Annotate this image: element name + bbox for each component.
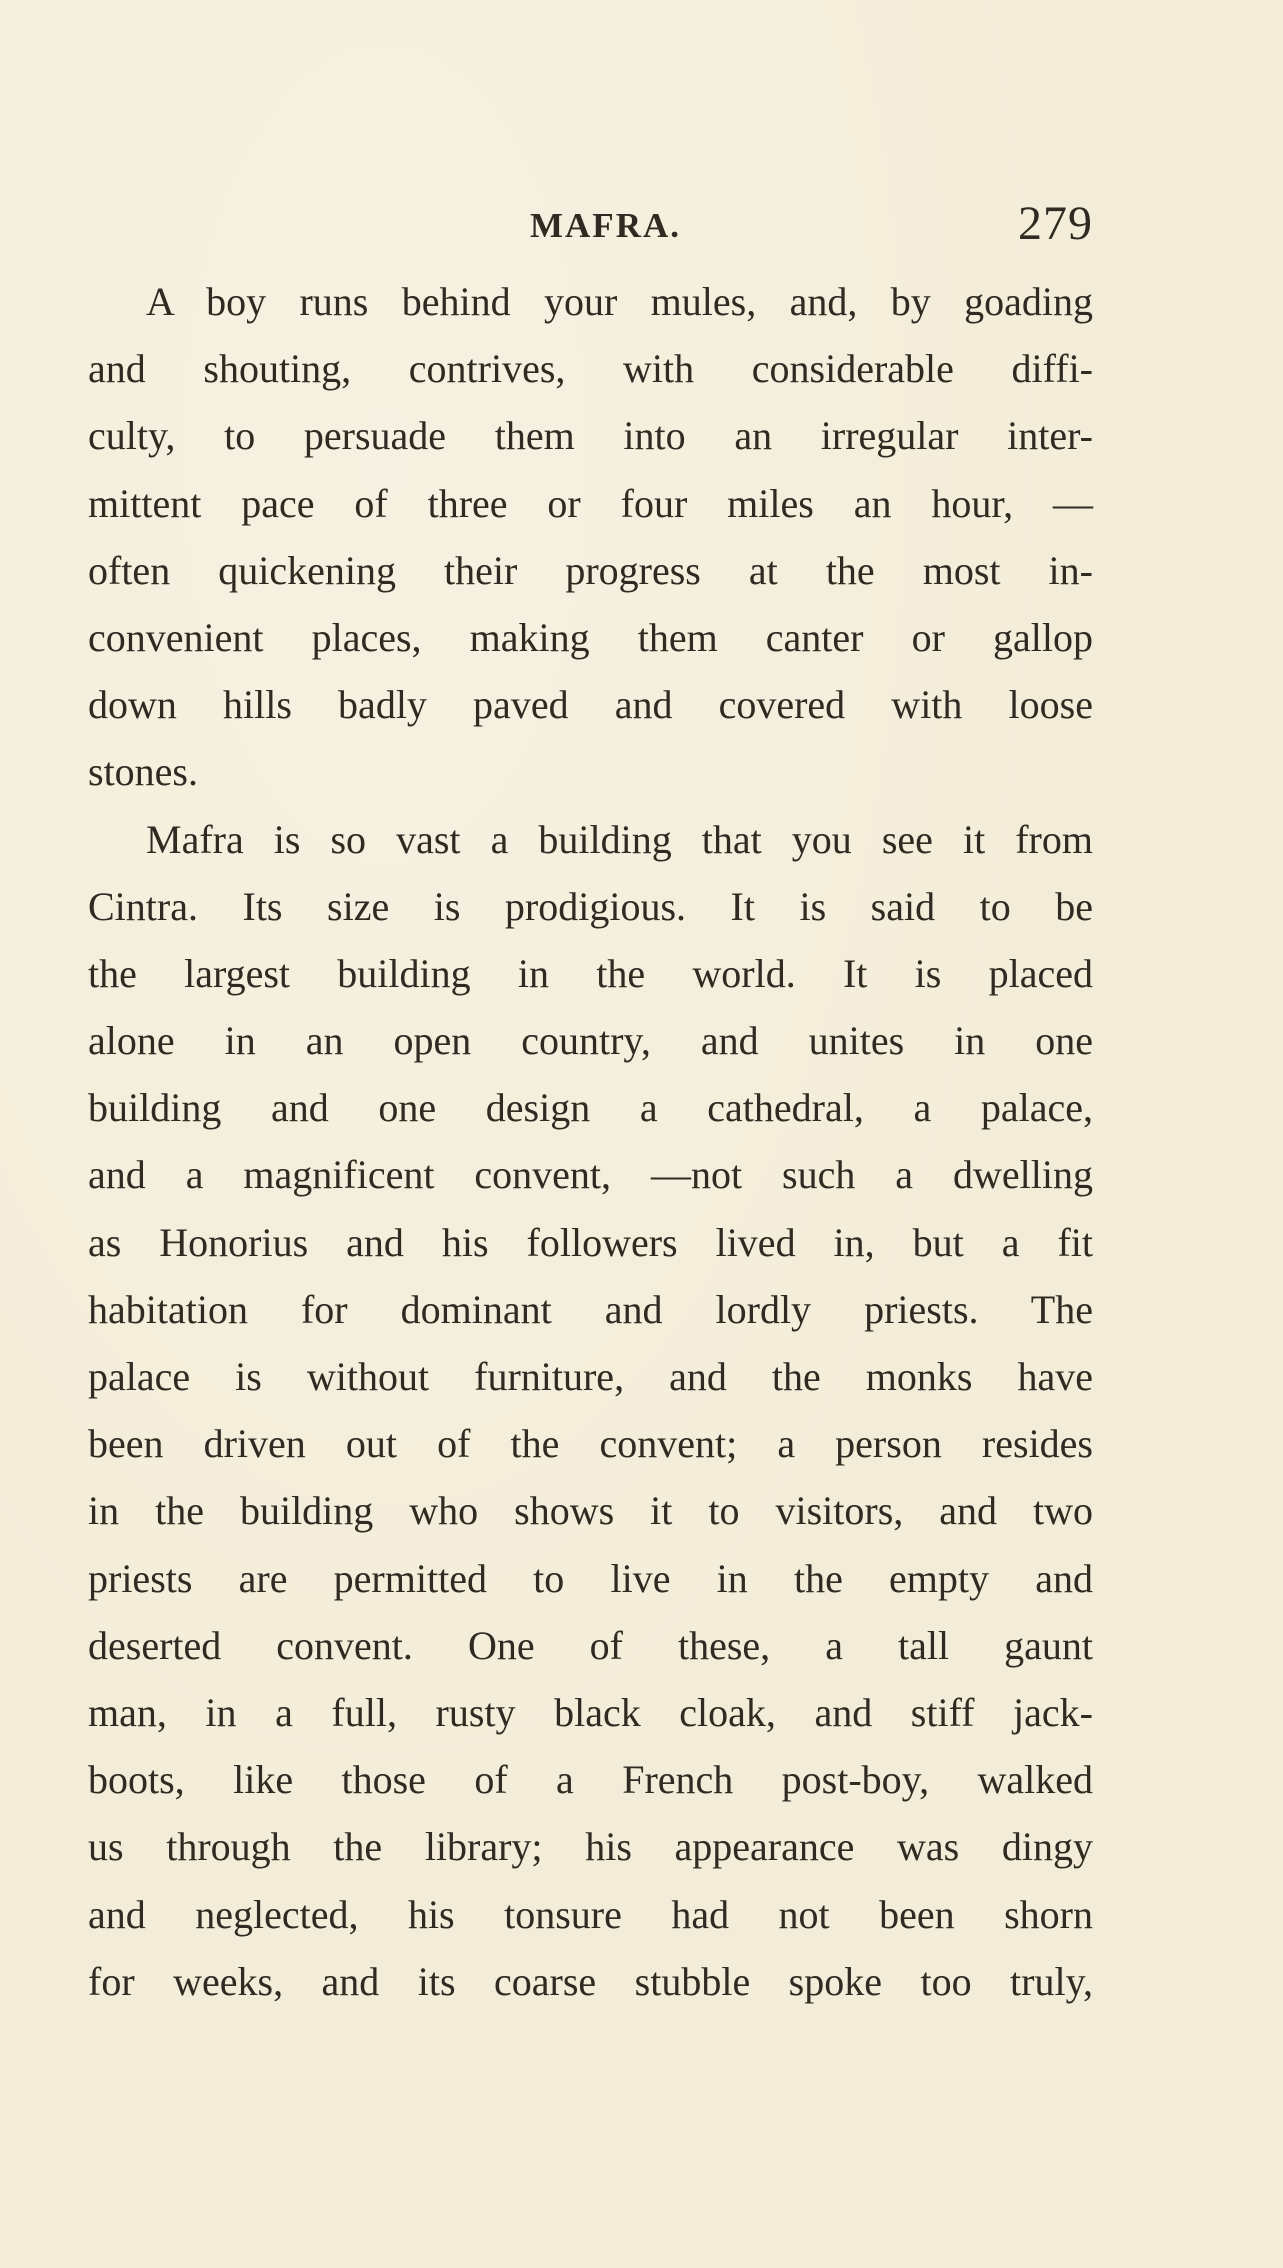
text-line: in the building who shows it to visitors, and two	[88, 1488, 1093, 1534]
text-line: palace is without furniture, and the monks have	[88, 1354, 1093, 1399]
text-line: Cintra. Its size is prodigious. It is said to be	[88, 883, 1093, 929]
text-line: as Honorius and his followers lived in, but a fit	[88, 1219, 1093, 1265]
text-line: boots, like those of a French post-boy, walked	[88, 1757, 1093, 1803]
text-line: and a magnificent convent, —not such a dwelling	[88, 1152, 1093, 1198]
text-line: deserted convent. One of these, a tall gaunt	[88, 1622, 1093, 1668]
body-text	[88, 268, 1093, 2015]
text-line: alone in an open country, and unites in one	[88, 1018, 1093, 1064]
text-line: priests are permitted to live in the empty and	[88, 1555, 1093, 1601]
text-line: and shouting, contrives, with considerable diffi-	[88, 346, 1093, 392]
text-line: mittent pace of three or four miles an hour, —	[88, 480, 1093, 526]
text-line: and neglected, his tonsure had not been shorn	[88, 1891, 1093, 1937]
text-line: the largest building in the world. It is placed	[88, 950, 1093, 996]
text-line: stones.	[88, 749, 198, 795]
text-line: A boy runs behind your mules, and, by goading	[146, 279, 1093, 324]
text-line: building and one design a cathedral, a palace,	[88, 1085, 1093, 1131]
text-line: down hills badly paved and covered with loose	[88, 682, 1093, 728]
page-header	[88, 196, 1093, 266]
text-line: habitation for dominant and lordly priests. The	[88, 1286, 1093, 1332]
page-number: 279	[1018, 197, 1093, 250]
text-line: for weeks, and its coarse stubble spoke too truly,	[88, 1958, 1093, 2004]
running-head: MAFRA.	[530, 206, 681, 245]
text-line: man, in a full, rusty black cloak, and stiff jack-	[88, 1689, 1093, 1735]
text-line: been driven out of the convent; a person resides	[88, 1421, 1093, 1467]
text-line: us through the library; his appearance was dingy	[88, 1824, 1093, 1870]
text-line: culty, to persuade them into an irregular inter-	[88, 413, 1093, 459]
text-line: convenient places, making them canter or gallop	[88, 614, 1093, 660]
text-line: Mafra is so vast a building that you see it from	[146, 816, 1093, 862]
text-line: often quickening their progress at the most in-	[88, 547, 1093, 593]
